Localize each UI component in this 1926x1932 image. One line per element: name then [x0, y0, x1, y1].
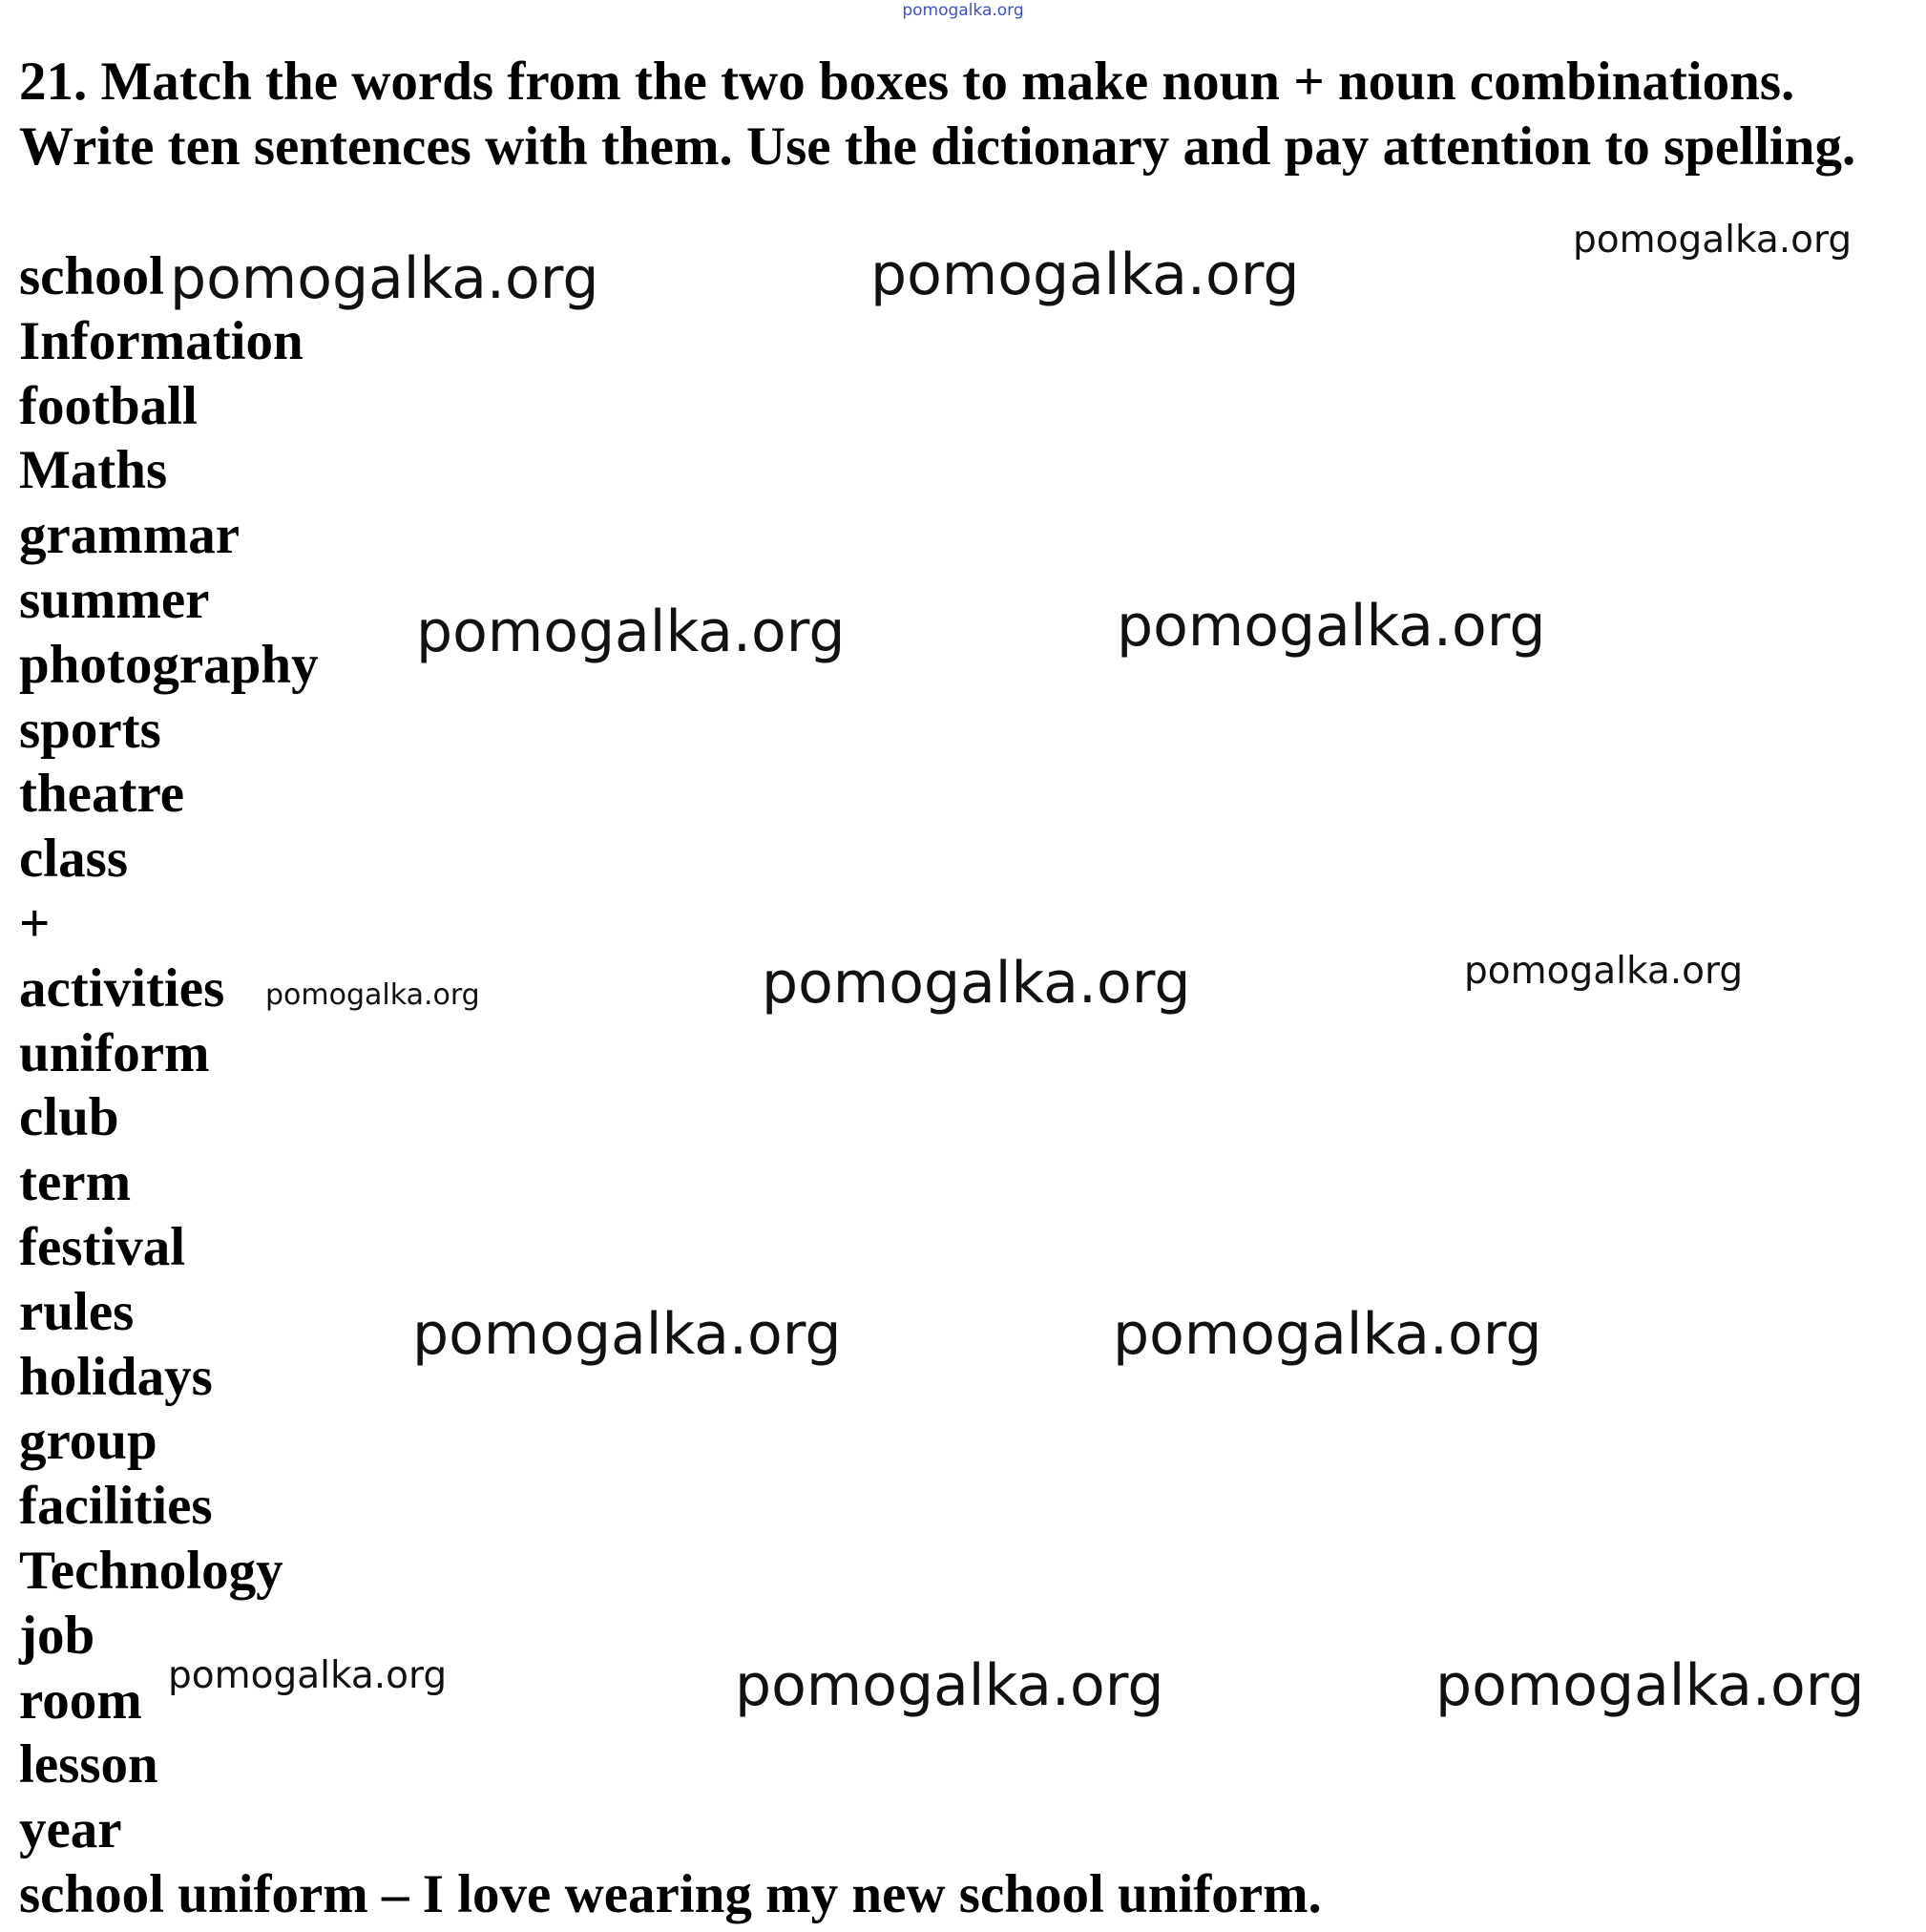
- watermark: pomogalka.org: [265, 978, 480, 1012]
- word-item: lesson: [19, 1734, 158, 1796]
- watermark: pomogalka.org: [416, 598, 846, 665]
- watermark: pomogalka.org: [870, 242, 1300, 308]
- watermark: pomogalka.org: [1464, 950, 1744, 993]
- watermark: pomogalka.org: [168, 1654, 448, 1697]
- word-item: festival: [19, 1216, 186, 1277]
- word-item: Maths: [19, 440, 168, 501]
- watermark: pomogalka.org: [1113, 1301, 1542, 1368]
- watermark: pomogalka.org: [1117, 593, 1546, 660]
- word-item: rules: [19, 1281, 135, 1342]
- watermark: pomogalka.org: [170, 245, 599, 312]
- watermark: pomogalka.org: [735, 1652, 1164, 1719]
- watermark: pomogalka.org: [1435, 1652, 1865, 1719]
- word-item: Information: [19, 310, 304, 371]
- word-item: class: [19, 829, 128, 890]
- word-item: sports: [19, 699, 161, 760]
- word-item: Technology: [19, 1540, 283, 1601]
- watermark: pomogalka.org: [1573, 219, 1853, 262]
- word-item: year: [19, 1799, 122, 1860]
- word-list: [19, 244, 319, 1862]
- word-item: term: [19, 1152, 132, 1213]
- word-item: football: [19, 375, 198, 436]
- example-sentence: school uniform – I love wearing my new school uniform.: [19, 1864, 1322, 1924]
- word-item: grammar: [19, 505, 241, 566]
- word-item: summer: [19, 569, 210, 630]
- word-item: club: [19, 1087, 119, 1148]
- exercise-title: 21. Match the words from the two boxes to make noun + noun combinations. Write ten sentences with them. Use the dictionary and pay attention to spelling.: [19, 52, 1856, 177]
- word-item: facilities: [19, 1476, 213, 1537]
- word-item: group: [19, 1411, 157, 1472]
- word-item: school: [19, 246, 165, 306]
- word-item: room: [19, 1670, 142, 1731]
- word-item: holidays: [19, 1346, 213, 1407]
- word-item: job: [19, 1605, 95, 1666]
- watermark: pomogalka.org: [762, 950, 1191, 1017]
- word-item: uniform: [19, 1022, 210, 1083]
- plus-sign: +: [19, 892, 51, 954]
- word-item: activities: [19, 957, 225, 1018]
- word-item: theatre: [19, 764, 185, 825]
- watermark: pomogalka.org: [412, 1301, 842, 1368]
- word-item: photography: [19, 634, 319, 695]
- header-watermark: pomogalka.org: [902, 1, 1024, 20]
